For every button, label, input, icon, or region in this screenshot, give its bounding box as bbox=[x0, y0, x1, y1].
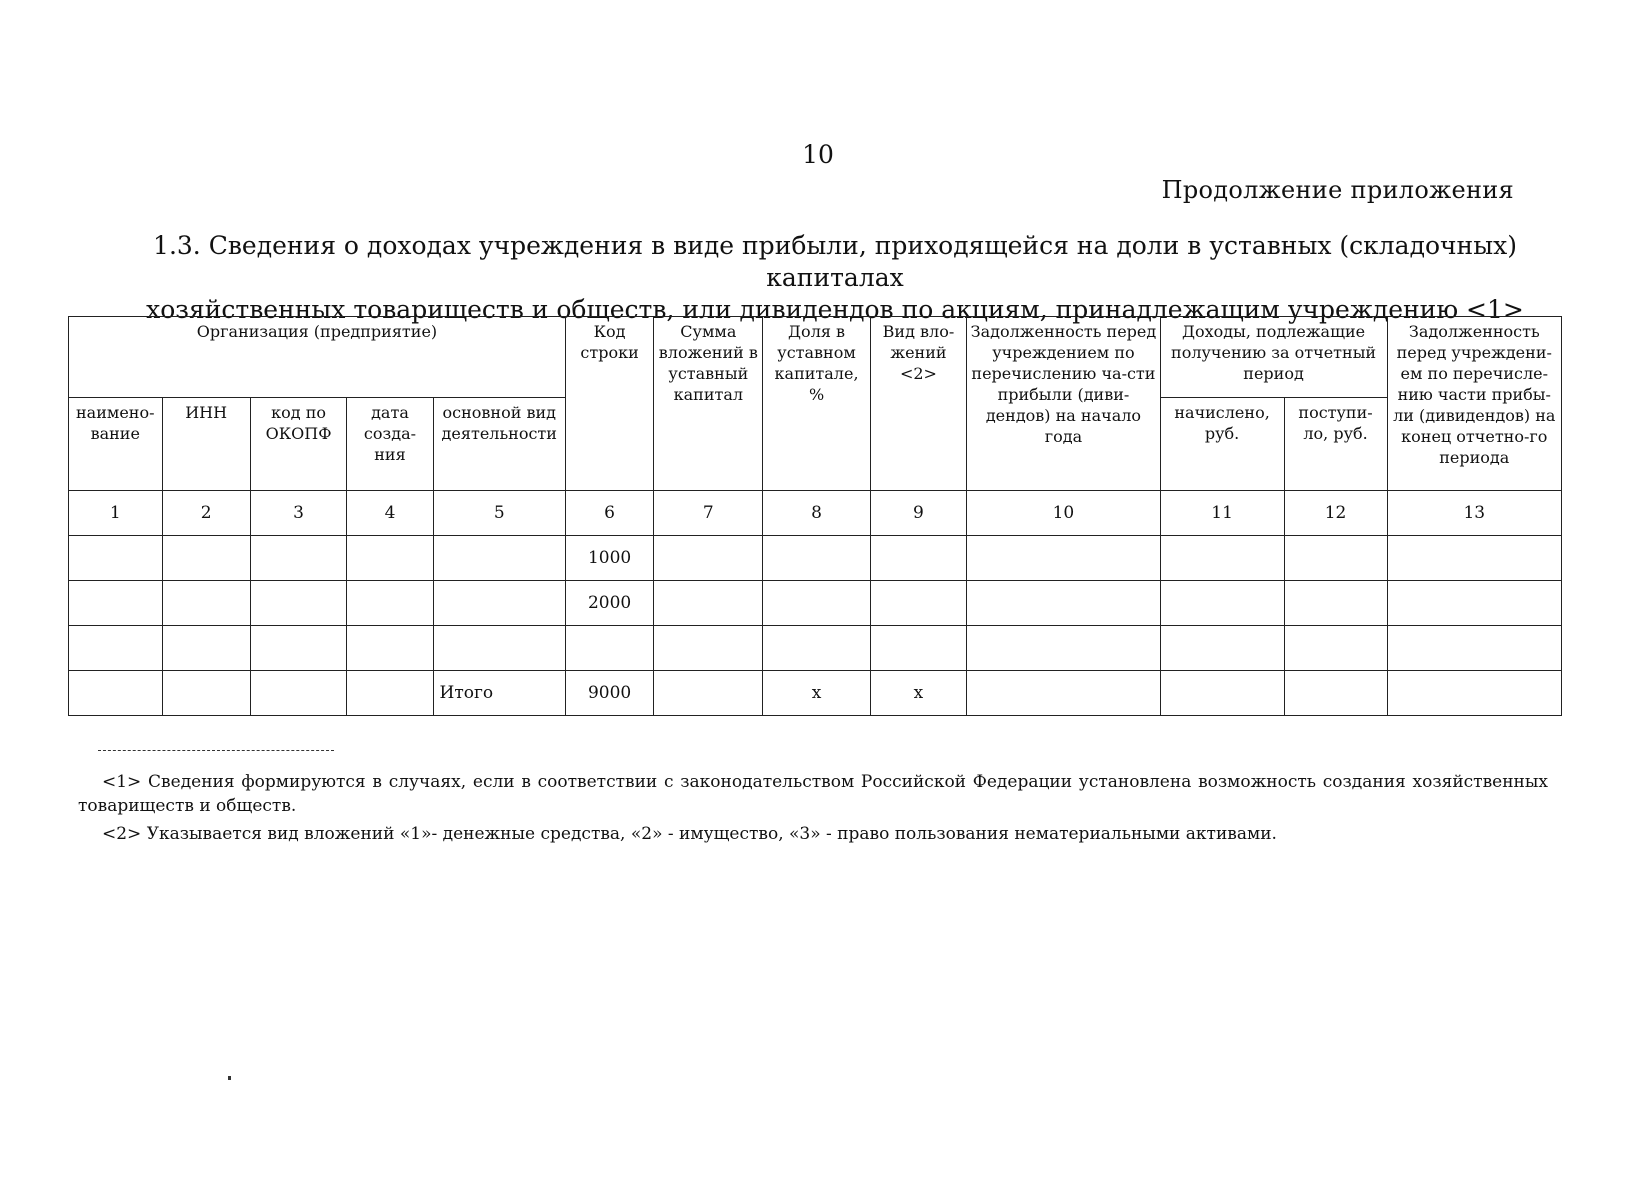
cell-code: 9000 bbox=[565, 671, 653, 716]
cell-okopf[interactable] bbox=[250, 671, 347, 716]
cell-accrued[interactable] bbox=[1160, 626, 1284, 671]
cell-date[interactable] bbox=[347, 626, 433, 671]
cell-debt-start[interactable] bbox=[967, 626, 1160, 671]
cell-accrued[interactable] bbox=[1160, 671, 1284, 716]
cell-debt-start[interactable] bbox=[967, 671, 1160, 716]
footnote-2 bbox=[78, 822, 1548, 846]
org-group-header: Организация (предприятие) bbox=[69, 317, 566, 398]
cell-invest-type[interactable] bbox=[870, 581, 967, 626]
cell-accrued[interactable] bbox=[1160, 581, 1284, 626]
okopf-header: код по ОКОПФ bbox=[250, 398, 347, 491]
cell-invest-sum[interactable] bbox=[654, 626, 763, 671]
received-header: поступи-ло, руб. bbox=[1284, 398, 1387, 491]
share-header: Доля в уставном капитале, % bbox=[763, 317, 870, 491]
cell-code: 1000 bbox=[565, 536, 653, 581]
invest-type-header: Вид вло-жений <2> bbox=[870, 317, 967, 491]
col-number: 3 bbox=[250, 491, 347, 536]
col-number: 2 bbox=[162, 491, 250, 536]
cell-okopf[interactable] bbox=[250, 536, 347, 581]
col-number: 4 bbox=[347, 491, 433, 536]
cell-debt-end[interactable] bbox=[1387, 671, 1561, 716]
col-number: 5 bbox=[433, 491, 565, 536]
section-title bbox=[140, 230, 1530, 326]
table-row bbox=[69, 626, 1562, 671]
cell-name[interactable] bbox=[69, 626, 163, 671]
debt-start-header: Задолженность перед учреждением по перечислению ча-сти прибыли (диви-дендов) на начало года bbox=[967, 317, 1160, 491]
cell-debt-start[interactable] bbox=[967, 536, 1160, 581]
col-number: 11 bbox=[1160, 491, 1284, 536]
continuation-label: Продолжение приложения bbox=[1161, 176, 1514, 204]
col-number: 10 bbox=[967, 491, 1160, 536]
created-date-header: дата созда-ния bbox=[347, 398, 433, 491]
footnote-2-text: <2> Указывается вид вложений «1»- денежные средства, «2» - имущество, «3» - право пользования нематериальными активами. bbox=[102, 824, 1277, 844]
cell-name[interactable] bbox=[69, 536, 163, 581]
section-title-line-1: 1.3. Сведения о доходах учреждения в виде прибыли, приходящейся на доли в уставных (складочных) капиталах bbox=[153, 231, 1517, 292]
cell-activity[interactable] bbox=[433, 536, 565, 581]
col-number: 1 bbox=[69, 491, 163, 536]
cell-received[interactable] bbox=[1284, 536, 1387, 581]
cell-share: х bbox=[763, 671, 870, 716]
cell-debt-end[interactable] bbox=[1387, 626, 1561, 671]
cell-invest-sum[interactable] bbox=[654, 581, 763, 626]
cell-inn[interactable] bbox=[162, 671, 250, 716]
org-name-header: наимено-вание bbox=[69, 398, 163, 491]
total-label: Итого bbox=[433, 671, 565, 716]
scan-speck bbox=[228, 1076, 231, 1080]
cell-inn[interactable] bbox=[162, 536, 250, 581]
cell-share[interactable] bbox=[763, 626, 870, 671]
income-table bbox=[68, 316, 1562, 716]
table-row bbox=[69, 581, 1562, 626]
section-title-line-2: хозяйственных товариществ и обществ, или дивидендов по акциям, принадлежащим учреждению <1> bbox=[146, 295, 1524, 324]
accrued-header: начислено, руб. bbox=[1160, 398, 1284, 491]
cell-name[interactable] bbox=[69, 581, 163, 626]
debt-end-header: Задолженность перед учреждени-ем по перечисле-нию части прибы-ли (дивидендов) на конец отчетно-го периода bbox=[1387, 317, 1561, 491]
cell-debt-end[interactable] bbox=[1387, 536, 1561, 581]
footnote-separator bbox=[98, 750, 334, 751]
code-header: Код строки bbox=[565, 317, 653, 491]
footnote-1 bbox=[78, 770, 1548, 818]
cell-inn[interactable] bbox=[162, 626, 250, 671]
cell-share[interactable] bbox=[763, 536, 870, 581]
page-number: 10 bbox=[802, 140, 834, 169]
cell-okopf[interactable] bbox=[250, 626, 347, 671]
cell-share[interactable] bbox=[763, 581, 870, 626]
cell-inn[interactable] bbox=[162, 581, 250, 626]
cell-received[interactable] bbox=[1284, 671, 1387, 716]
income-group-header: Доходы, подлежащие получению за отчетный период bbox=[1160, 317, 1387, 398]
cell-debt-start[interactable] bbox=[967, 581, 1160, 626]
cell-invest-type[interactable] bbox=[870, 626, 967, 671]
cell-date[interactable] bbox=[347, 536, 433, 581]
cell-invest-type: х bbox=[870, 671, 967, 716]
cell-accrued[interactable] bbox=[1160, 536, 1284, 581]
col-number: 7 bbox=[654, 491, 763, 536]
footnote-1-text: <1> Сведения формируются в случаях, если в соответствии с законодательством Российской Федерации установлена возможность создания хозяйственных товариществ и обществ. bbox=[78, 772, 1548, 816]
cell-invest-type[interactable] bbox=[870, 536, 967, 581]
col-number: 9 bbox=[870, 491, 967, 536]
col-number: 8 bbox=[763, 491, 870, 536]
invest-sum-header: Сумма вложений в уставный капитал bbox=[654, 317, 763, 491]
cell-activity[interactable] bbox=[433, 626, 565, 671]
table-row bbox=[69, 536, 1562, 581]
cell-debt-end[interactable] bbox=[1387, 581, 1561, 626]
total-row bbox=[69, 671, 1562, 716]
cell-received[interactable] bbox=[1284, 581, 1387, 626]
cell-date[interactable] bbox=[347, 671, 433, 716]
cell-code bbox=[565, 626, 653, 671]
col-number: 6 bbox=[565, 491, 653, 536]
col-number: 13 bbox=[1387, 491, 1561, 536]
activity-header: основной вид деятельности bbox=[433, 398, 565, 491]
cell-code: 2000 bbox=[565, 581, 653, 626]
cell-name[interactable] bbox=[69, 671, 163, 716]
inn-header: ИНН bbox=[162, 398, 250, 491]
cell-activity[interactable] bbox=[433, 581, 565, 626]
cell-date[interactable] bbox=[347, 581, 433, 626]
col-number: 12 bbox=[1284, 491, 1387, 536]
cell-invest-sum[interactable] bbox=[654, 536, 763, 581]
cell-received[interactable] bbox=[1284, 626, 1387, 671]
cell-invest-sum[interactable] bbox=[654, 671, 763, 716]
cell-okopf[interactable] bbox=[250, 581, 347, 626]
